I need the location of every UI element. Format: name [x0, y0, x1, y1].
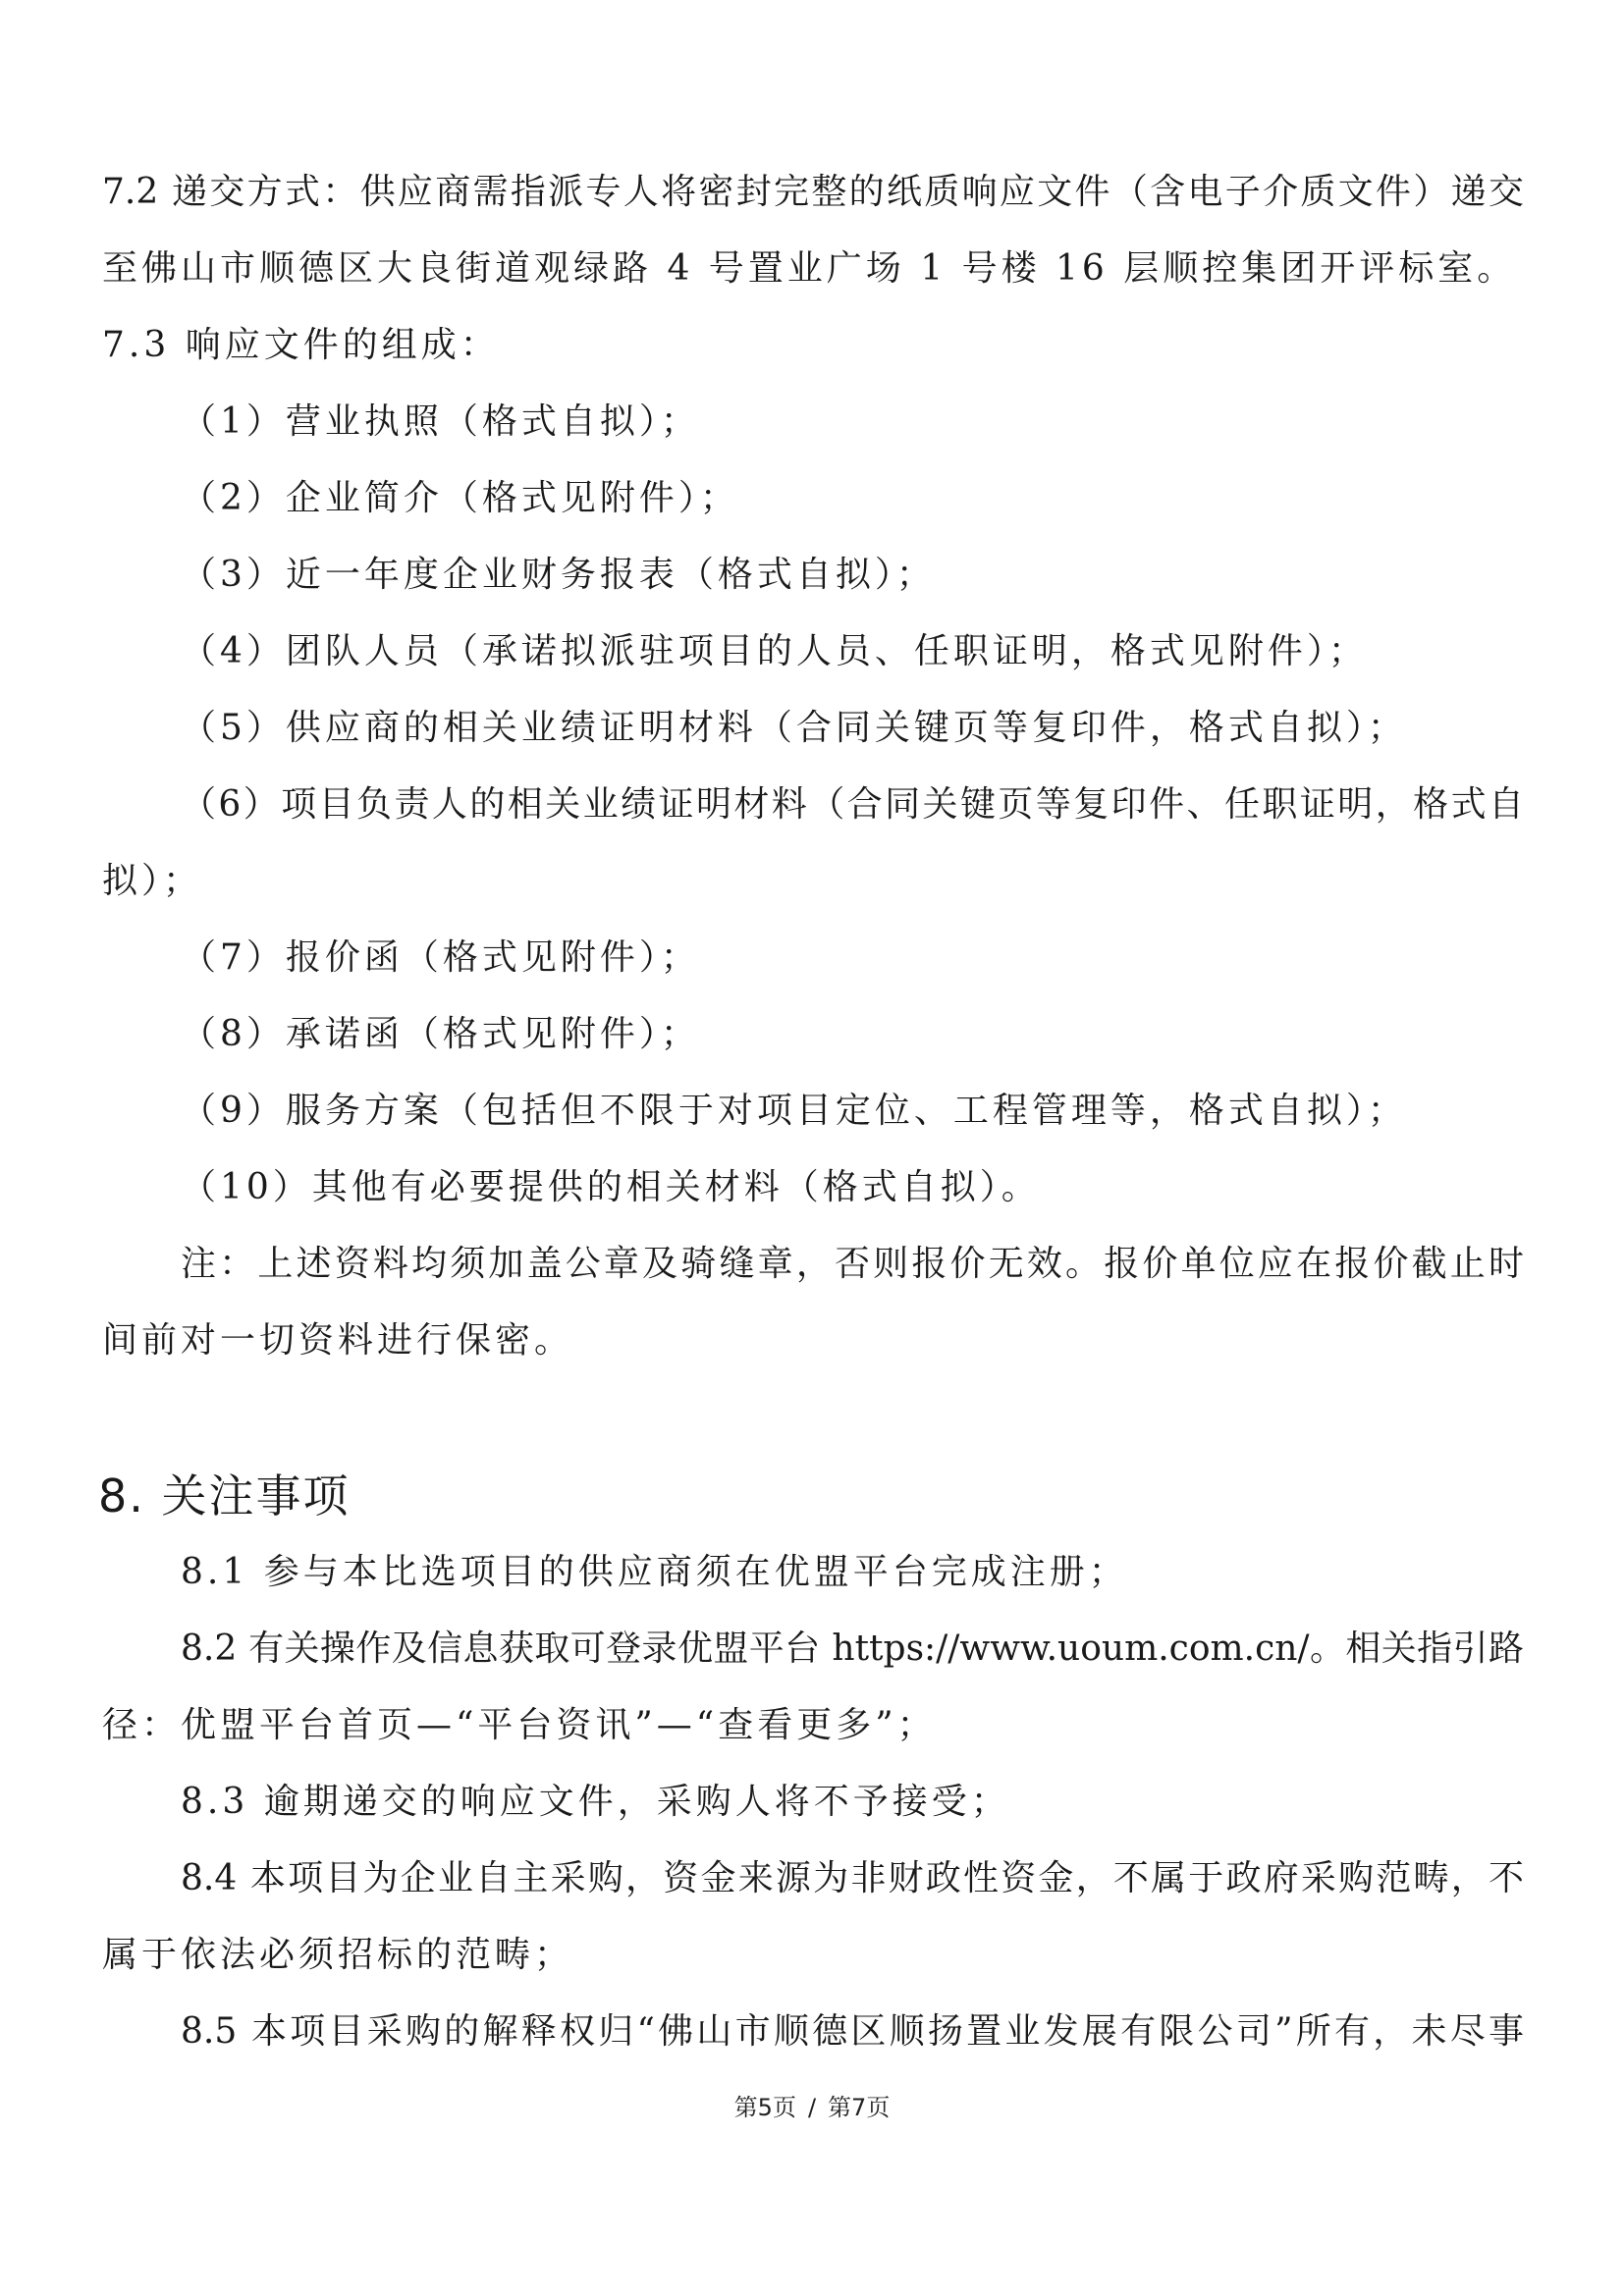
- p82-line-1: 8.2 有关操作及信息获取可登录优盟平台 https://www.uoum.com.cn/。相关指引路: [181, 1629, 1524, 1669]
- page-footer: [0, 2093, 1624, 2122]
- list-item: （3）近一年度企业财务报表（格式自拟）；: [181, 555, 936, 595]
- list-item: （7）报价函（格式见附件）；: [181, 937, 700, 978]
- list-item: （9）服务方案（包括但不限于对项目定位、工程管理等，格式自拟）；: [181, 1091, 1407, 1131]
- s73-title: 7.3 响应文件的组成：: [102, 325, 500, 365]
- list-item: （5）供应商的相关业绩证明材料（合同关键页等复印件，格式自拟）；: [181, 708, 1407, 748]
- p83: 8.3 逾期递交的响应文件，采购人将不予接受；: [181, 1782, 1010, 1822]
- p84-line-1: 8.4 本项目为企业自主采购，资金来源为非财政性资金，不属于政府采购范畴，不: [181, 1858, 1524, 1898]
- list-item: （8）承诺函（格式见附件）；: [181, 1014, 700, 1054]
- page-number-separator: /: [807, 2094, 817, 2121]
- list-item: （4）团队人员（承诺拟派驻项目的人员、任职证明，格式见附件）；: [181, 631, 1368, 671]
- p82-line-2: 径：优盟平台首页—“平台资讯”—“查看更多”；: [102, 1705, 937, 1745]
- note-line-2: 间前对一切资料进行保密。: [102, 1320, 574, 1361]
- note-line-1: 注：上述资料均须加盖公章及骑缝章，否则报价无效。报价单位应在报价截止时: [181, 1244, 1524, 1284]
- p81: 8.1 参与本比选项目的供应商须在优盟平台完成注册；: [181, 1552, 1128, 1592]
- p85-line-1: 8.5 本项目采购的解释权归“佛山市顺德区顺扬置业发展有限公司”所有，未尽事: [181, 2011, 1524, 2052]
- section-heading: 8. 关注事项: [98, 1469, 351, 1522]
- list-item-continuation: 拟）；: [102, 861, 203, 901]
- p84-line-2: 属于依法必须招标的范畴；: [102, 1935, 574, 1975]
- s72-line-1: 7.2 递交方式：供应商需指派专人将密封完整的纸质响应文件（含电子介质文件）递交: [102, 172, 1524, 212]
- list-item: （1）营业执照（格式自拟）；: [181, 401, 700, 442]
- page-number-current: 第5页: [733, 2094, 796, 2121]
- s72-line-2: 至佛山市顺德区大良街道观绿路 4 号置业广场 1 号楼 16 层顺控集团开评标室。: [102, 248, 1517, 289]
- list-item: （2）企业简介（格式见附件）；: [181, 478, 739, 518]
- list-item: （10）其他有必要提供的相关材料（格式自拟）。: [181, 1167, 1041, 1207]
- page-number-total: 第7页: [828, 2094, 891, 2121]
- list-item: （6）项目负责人的相关业绩证明材料（合同关键页等复印件、任职证明，格式自: [181, 784, 1524, 825]
